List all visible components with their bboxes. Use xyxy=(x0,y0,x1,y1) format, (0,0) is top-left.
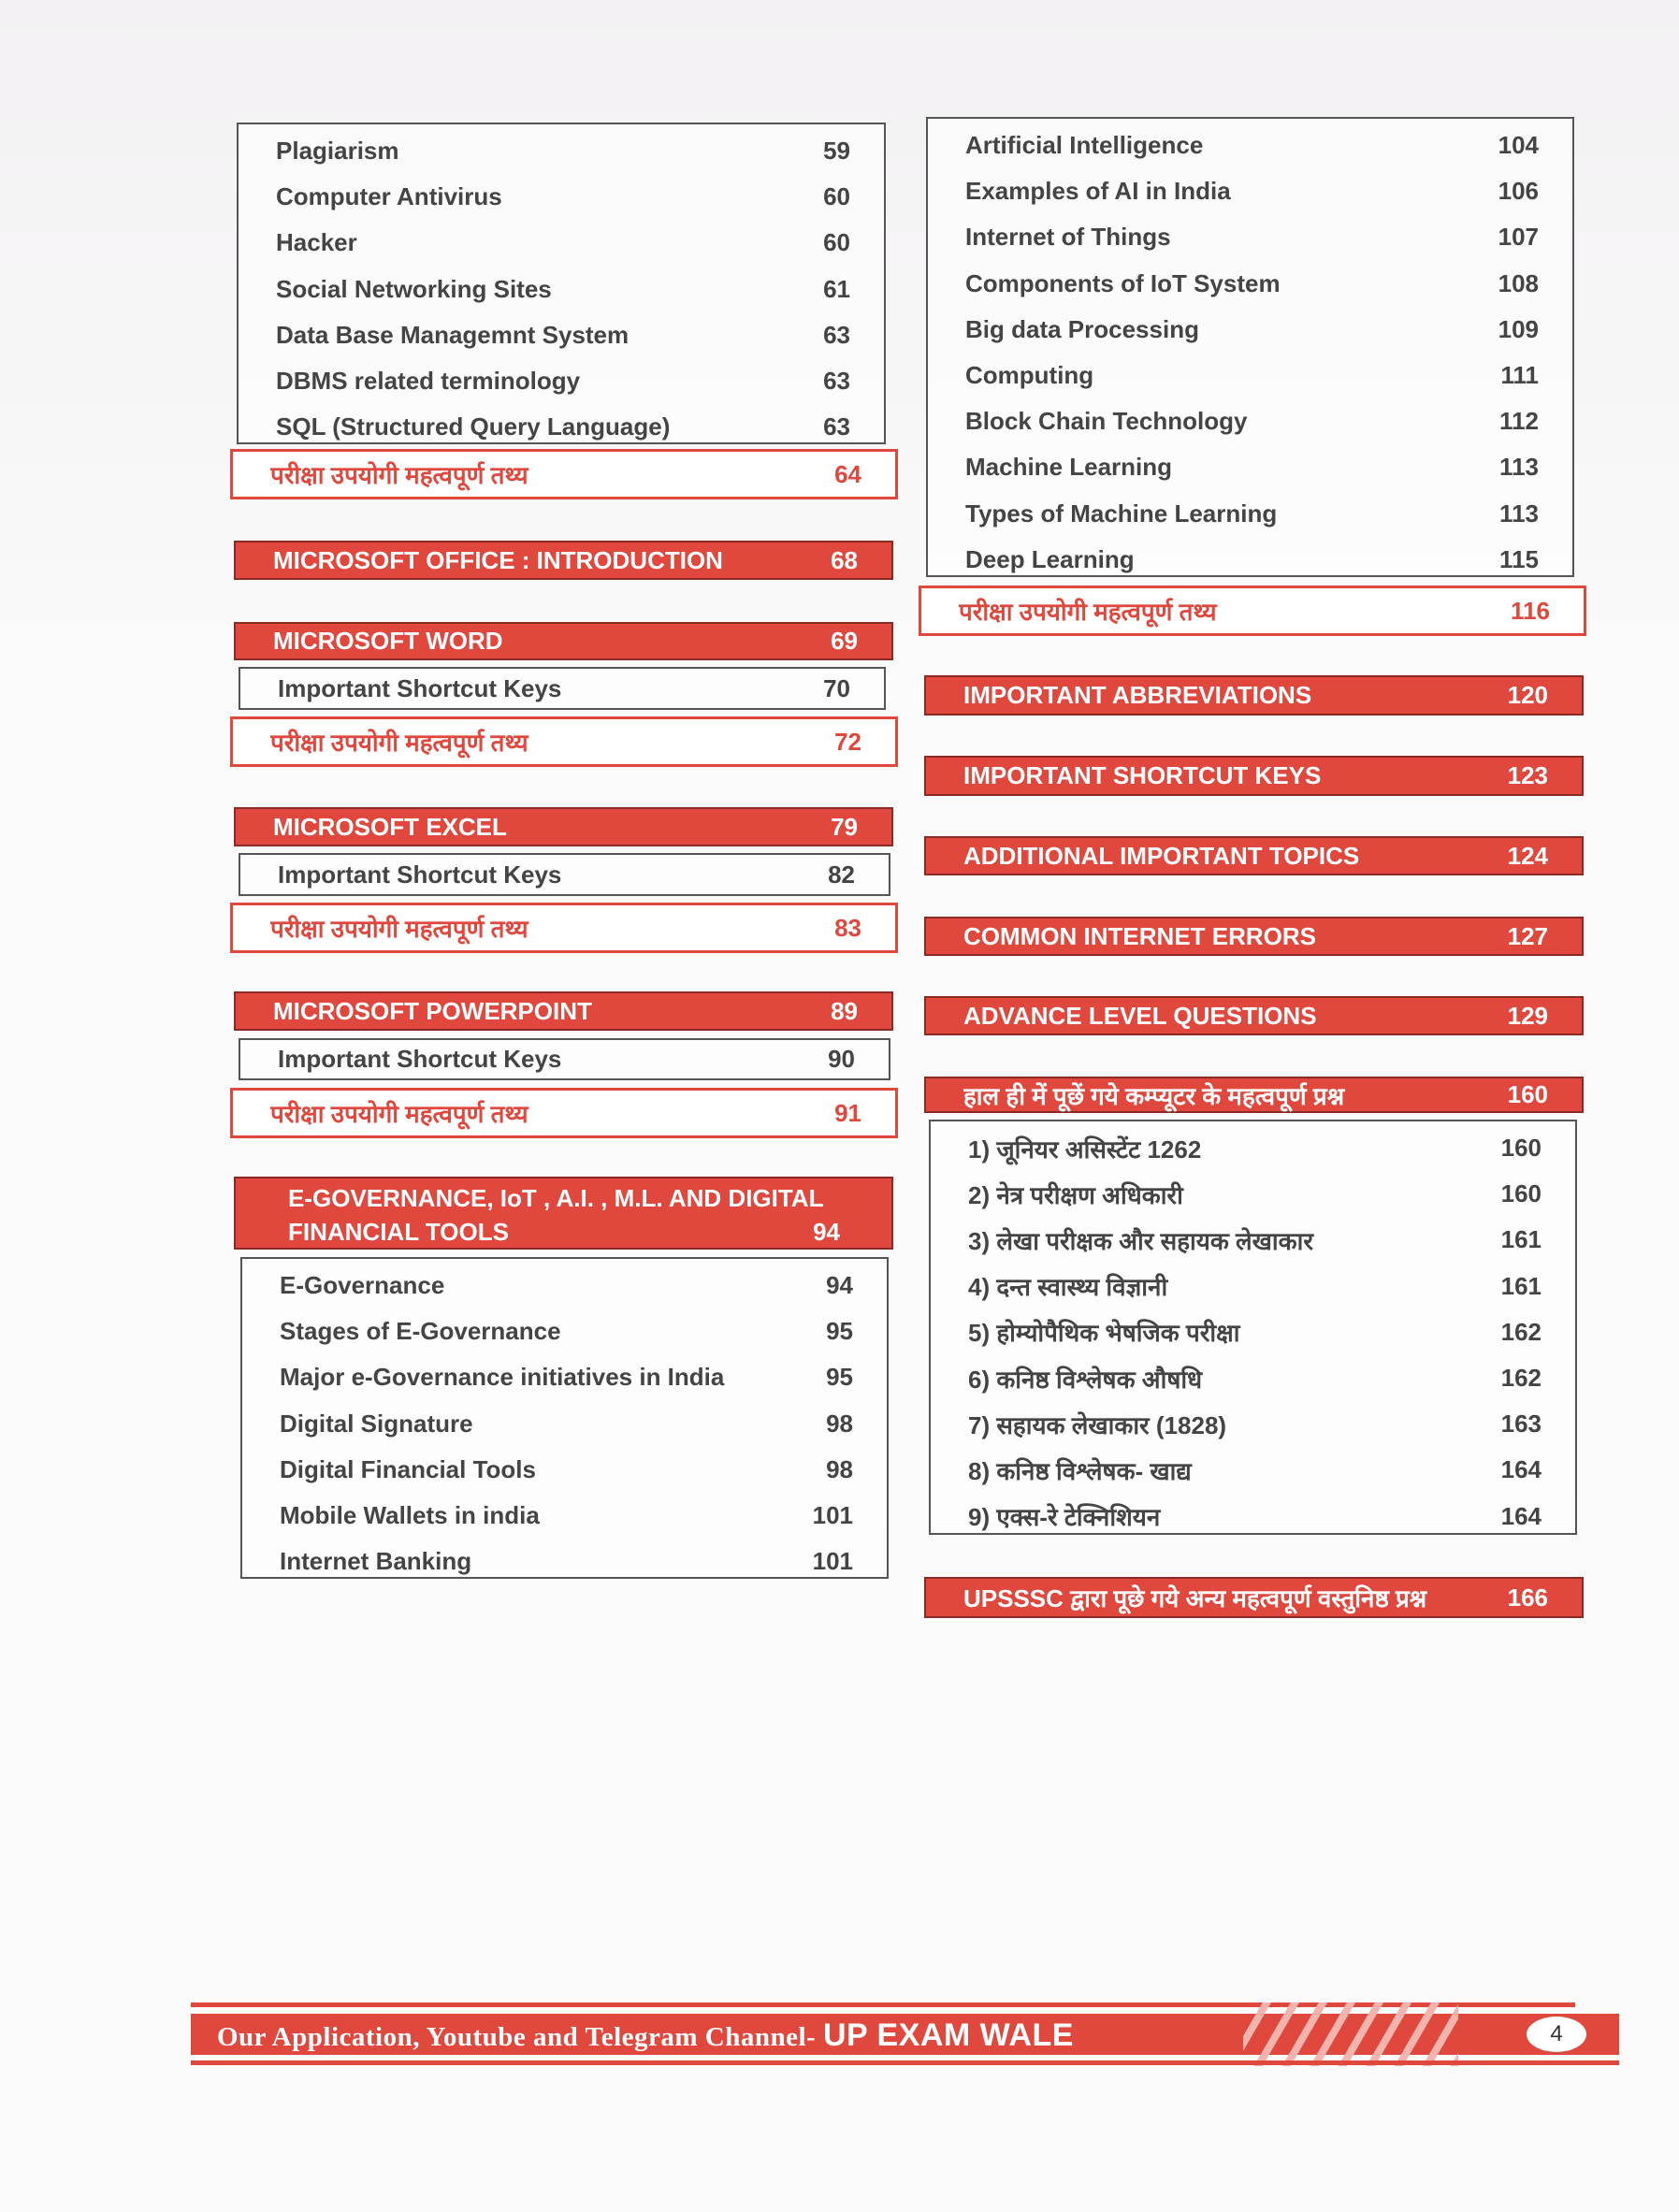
entry-page: 82 xyxy=(828,860,855,889)
entry-page: 107 xyxy=(1498,223,1539,252)
entry-page: 63 xyxy=(823,367,850,395)
toc-box xyxy=(929,1120,1577,1535)
entry-page: 123 xyxy=(1507,761,1548,789)
entry-page: 64 xyxy=(834,459,861,488)
entry-title: DBMS related terminology xyxy=(276,367,581,395)
page-footer xyxy=(191,2002,1619,2066)
entry-page: 160 xyxy=(1500,1134,1541,1162)
entry-title: MICROSOFT OFFICE : INTRODUCTION xyxy=(273,545,723,574)
toc-entry-row[interactable] xyxy=(273,993,858,1029)
entry-title: Important Shortcut Keys xyxy=(278,673,562,702)
footer-channel-text: Our Application, Youtube and Telegram Channel- xyxy=(217,2022,823,2052)
entry-title: Artificial Intelligence xyxy=(965,131,1204,159)
entry-title: E-Governance xyxy=(280,1271,445,1299)
toc-section-header[interactable] xyxy=(924,996,1584,1035)
entry-page: 63 xyxy=(823,320,850,349)
entry-title: Deep Learning xyxy=(965,544,1135,573)
entry-page: 111 xyxy=(1500,361,1539,389)
entry-page: 127 xyxy=(1507,921,1548,950)
toc-entry[interactable] xyxy=(968,1401,1541,1447)
toc-section-header[interactable] xyxy=(234,991,893,1031)
entry-page: 60 xyxy=(823,228,850,257)
entry-title: Computer Antivirus xyxy=(276,182,502,211)
entry-page: 104 xyxy=(1498,131,1539,159)
entry-page: 79 xyxy=(831,812,858,841)
toc-entry-row[interactable] xyxy=(273,542,858,578)
entry-page: 59 xyxy=(823,137,850,165)
toc-entry[interactable] xyxy=(968,1309,1541,1355)
toc-section-header[interactable] xyxy=(234,807,893,846)
toc-entry[interactable] xyxy=(965,398,1539,444)
entry-page: 68 xyxy=(831,545,858,574)
toc-entry-box[interactable] xyxy=(239,667,886,710)
entry-title: परीक्षा उपयोगी महत्वपूर्ण तथ्य xyxy=(270,915,528,943)
entry-page: 94 xyxy=(826,1271,853,1299)
toc-entry[interactable] xyxy=(280,1401,853,1447)
entry-title: 2) नेत्र परीक्षण अधिकारी xyxy=(968,1180,1183,1209)
entry-page: 101 xyxy=(812,1501,853,1529)
entry-page: 95 xyxy=(826,1317,853,1346)
toc-facts-entry[interactable] xyxy=(230,449,898,499)
entry-title: परीक्षा उपयोगी महत्वपूर्ण तथ्य xyxy=(270,729,528,757)
toc-entry-row[interactable] xyxy=(278,855,855,894)
toc-entry-row[interactable] xyxy=(273,624,858,658)
toc-entry[interactable] xyxy=(280,1354,853,1400)
entry-page: 115 xyxy=(1499,544,1539,573)
toc-entry[interactable] xyxy=(965,353,1539,398)
toc-section-header[interactable] xyxy=(234,541,893,580)
entry-page: 98 xyxy=(826,1454,853,1483)
entry-page: 161 xyxy=(1500,1225,1541,1254)
footer-stripes xyxy=(1243,2002,1458,2066)
entry-page: 109 xyxy=(1498,314,1539,343)
toc-entry-row[interactable] xyxy=(963,677,1548,714)
toc-facts-entry[interactable] xyxy=(230,1088,898,1138)
entry-page: 60 xyxy=(823,182,850,211)
entry-page: 113 xyxy=(1499,453,1539,482)
section-title-line2: FINANCIAL TOOLS xyxy=(288,1218,509,1246)
toc-section-header[interactable] xyxy=(234,622,893,660)
entry-title: Digital Signature xyxy=(280,1409,473,1438)
toc-entry-row[interactable] xyxy=(270,719,861,764)
toc-section-header[interactable] xyxy=(924,836,1584,875)
toc-entry[interactable] xyxy=(968,1171,1541,1217)
entry-title: Stages of E-Governance xyxy=(280,1317,561,1346)
entry-title: परीक्षा उपयोगी महत्वपूर्ण तथ्य xyxy=(270,461,528,489)
entry-title: परीक्षा उपयोगी महत्वपूर्ण तथ्य xyxy=(959,598,1217,626)
entry-page: 120 xyxy=(1507,681,1548,709)
toc-entry[interactable] xyxy=(965,214,1539,260)
toc-entry-row[interactable] xyxy=(963,998,1548,1034)
footer-brand: UP EXAM WALE xyxy=(822,2017,1074,2053)
toc-entry[interactable] xyxy=(276,404,850,450)
toc-section-header[interactable] xyxy=(924,756,1584,796)
toc-entry-row[interactable] xyxy=(270,1091,861,1135)
entry-title: Examples of AI in India xyxy=(965,177,1231,206)
entry-title: UPSSSC द्वारा पूछे गये अन्य महत्वपूर्ण वस्तुनिष्ठ प्रश्न xyxy=(963,1584,1427,1612)
toc-entry-row[interactable] xyxy=(270,905,861,950)
toc-entry[interactable] xyxy=(965,537,1539,583)
toc-entry[interactable] xyxy=(276,128,850,174)
entry-page: 166 xyxy=(1507,1583,1548,1612)
entry-page: 124 xyxy=(1507,841,1548,870)
entry-title: 7) सहायक लेखाकार (1828) xyxy=(968,1410,1227,1439)
toc-entry-row[interactable] xyxy=(963,1579,1548,1616)
entry-page: 108 xyxy=(1498,268,1539,297)
toc-entry-box[interactable] xyxy=(239,1038,890,1080)
entry-page: 162 xyxy=(1500,1364,1541,1392)
entry-title: Major e-Governance initiatives in India xyxy=(280,1363,725,1392)
entry-page: 161 xyxy=(1500,1271,1541,1300)
toc-entry-row[interactable] xyxy=(270,452,861,497)
toc-entry-row[interactable] xyxy=(963,838,1548,874)
toc-box xyxy=(237,123,886,444)
toc-entry[interactable] xyxy=(965,444,1539,490)
toc-facts-entry[interactable] xyxy=(230,716,898,767)
toc-entry[interactable] xyxy=(280,1447,853,1493)
toc-facts-entry[interactable] xyxy=(230,903,898,953)
toc-box xyxy=(926,117,1574,577)
entry-title: 4) दन्त स्वास्थ्य विज्ञानी xyxy=(968,1273,1168,1302)
entry-title: 1) जूनियर असिस्टेंट 1262 xyxy=(968,1135,1202,1164)
toc-entry[interactable] xyxy=(280,1263,853,1308)
toc-entry[interactable] xyxy=(968,1217,1541,1263)
toc-entry[interactable] xyxy=(280,1539,853,1584)
toc-entry[interactable] xyxy=(965,123,1539,168)
toc-entry[interactable] xyxy=(276,174,850,220)
toc-entry[interactable] xyxy=(965,307,1539,353)
entry-title: IMPORTANT ABBREVIATIONS xyxy=(963,681,1312,709)
toc-entry[interactable] xyxy=(965,261,1539,307)
entry-page: 72 xyxy=(834,727,861,756)
entry-title: Big data Processing xyxy=(965,314,1199,343)
entry-page: 112 xyxy=(1499,407,1539,436)
entry-title: Components of IoT System xyxy=(965,268,1281,297)
toc-entry[interactable] xyxy=(276,358,850,404)
entry-title: Important Shortcut Keys xyxy=(278,1045,562,1073)
toc-entry-row[interactable] xyxy=(963,918,1548,954)
entry-title: IMPORTANT SHORTCUT KEYS xyxy=(963,761,1322,789)
entry-title: Internet Banking xyxy=(280,1547,472,1576)
entry-title: Mobile Wallets in india xyxy=(280,1501,540,1529)
entry-page: 164 xyxy=(1500,1455,1541,1484)
entry-title: Digital Financial Tools xyxy=(280,1454,536,1483)
entry-title: 6) कनिष्ठ विश्लेषक औषधि xyxy=(968,1365,1203,1394)
entry-title: Types of Machine Learning xyxy=(965,499,1278,528)
entry-title: ADVANCE LEVEL QUESTIONS xyxy=(963,1001,1317,1030)
entry-title: Data Base Managemnt System xyxy=(276,320,630,349)
toc-section-header[interactable] xyxy=(924,1077,1584,1113)
toc-entry-row[interactable] xyxy=(963,1078,1548,1111)
entry-page: 116 xyxy=(1511,596,1550,625)
toc-entry[interactable] xyxy=(280,1308,853,1354)
toc-entry[interactable] xyxy=(968,1125,1541,1171)
toc-entry[interactable] xyxy=(965,168,1539,214)
entry-page: 164 xyxy=(1500,1501,1541,1530)
toc-entry-row[interactable] xyxy=(278,669,850,708)
entry-page: 160 xyxy=(1500,1179,1541,1208)
entry-title: MICROSOFT EXCEL xyxy=(273,812,507,841)
toc-entry[interactable] xyxy=(968,1355,1541,1401)
entry-title: 9) एक्स-रे टेक्निशियन xyxy=(968,1503,1161,1532)
toc-section-header-egov[interactable] xyxy=(234,1177,893,1250)
entry-title: 8) कनिष्ठ विश्लेषक- खाद्य xyxy=(968,1456,1192,1485)
entry-title: 3) लेखा परीक्षक और सहायक लेखाकार xyxy=(968,1226,1313,1255)
entry-title: COMMON INTERNET ERRORS xyxy=(963,921,1316,950)
toc-entry[interactable] xyxy=(968,1447,1541,1493)
toc-entry-box[interactable] xyxy=(239,853,890,896)
entry-page: 90 xyxy=(828,1045,855,1073)
entry-title: Block Chain Technology xyxy=(965,407,1248,436)
toc-entry[interactable] xyxy=(968,1264,1541,1309)
entry-title: ADDITIONAL IMPORTANT TOPICS xyxy=(963,841,1360,870)
entry-page: 91 xyxy=(834,1098,861,1127)
toc-entry[interactable] xyxy=(276,312,850,358)
toc-entry[interactable] xyxy=(968,1494,1541,1540)
footer-rule-bottom xyxy=(191,2060,1619,2065)
toc-entry[interactable] xyxy=(276,267,850,312)
toc-box xyxy=(240,1257,889,1579)
entry-page: 61 xyxy=(823,274,850,303)
entry-title: Plagiarism xyxy=(276,137,399,165)
entry-title: Important Shortcut Keys xyxy=(278,860,562,889)
entry-page: 95 xyxy=(826,1363,853,1392)
entry-page: 89 xyxy=(831,996,858,1025)
section-page: 94 xyxy=(813,1218,840,1246)
entry-page: 106 xyxy=(1498,177,1539,206)
entry-page: 129 xyxy=(1507,1001,1548,1030)
toc-entry[interactable] xyxy=(280,1493,853,1539)
toc-entry[interactable] xyxy=(276,220,850,266)
entry-page: 70 xyxy=(823,673,850,702)
toc-facts-entry[interactable] xyxy=(919,586,1586,636)
entry-page: 163 xyxy=(1500,1410,1541,1439)
entry-page: 69 xyxy=(831,627,858,655)
entry-page: 162 xyxy=(1500,1317,1541,1346)
entry-page: 113 xyxy=(1499,499,1539,528)
toc-entry-row[interactable] xyxy=(273,809,858,845)
entry-title: Social Networking Sites xyxy=(276,274,552,303)
entry-page: 101 xyxy=(812,1547,853,1576)
toc-section-header[interactable] xyxy=(924,675,1584,716)
entry-title: हाल ही में पूछें गये कम्प्यूटर के महत्वपूर्ण प्रश्न xyxy=(963,1081,1345,1110)
entry-page: 98 xyxy=(826,1409,853,1438)
toc-section-header[interactable] xyxy=(924,1577,1584,1618)
footer-text xyxy=(217,2017,1074,2054)
section-title-line1: E-GOVERNANCE, IoT , A.I. , M.L. AND DIGITAL xyxy=(288,1184,824,1212)
entry-title: Hacker xyxy=(276,228,357,257)
toc-entry-row[interactable] xyxy=(959,588,1550,633)
toc-entry-row[interactable] xyxy=(278,1040,855,1078)
toc-entry-row[interactable] xyxy=(963,758,1548,794)
toc-entry[interactable] xyxy=(965,491,1539,537)
entry-title: SQL (Structured Query Language) xyxy=(276,412,671,441)
toc-section-header[interactable] xyxy=(924,917,1584,956)
entry-page: 63 xyxy=(823,412,850,441)
entry-title: परीक्षा उपयोगी महत्वपूर्ण तथ्य xyxy=(270,1100,528,1128)
page-number: 4 xyxy=(1527,2017,1586,2052)
entry-title: Internet of Things xyxy=(965,223,1171,252)
entry-page: 160 xyxy=(1507,1080,1548,1108)
entry-title: Computing xyxy=(965,361,1094,389)
entry-title: Machine Learning xyxy=(965,453,1173,482)
entry-title: 5) होम्योपैथिक भेषजिक परीक्षा xyxy=(968,1319,1240,1348)
entry-title: MICROSOFT WORD xyxy=(273,627,503,655)
entry-page: 83 xyxy=(834,913,861,942)
entry-title: MICROSOFT POWERPOINT xyxy=(273,996,592,1025)
